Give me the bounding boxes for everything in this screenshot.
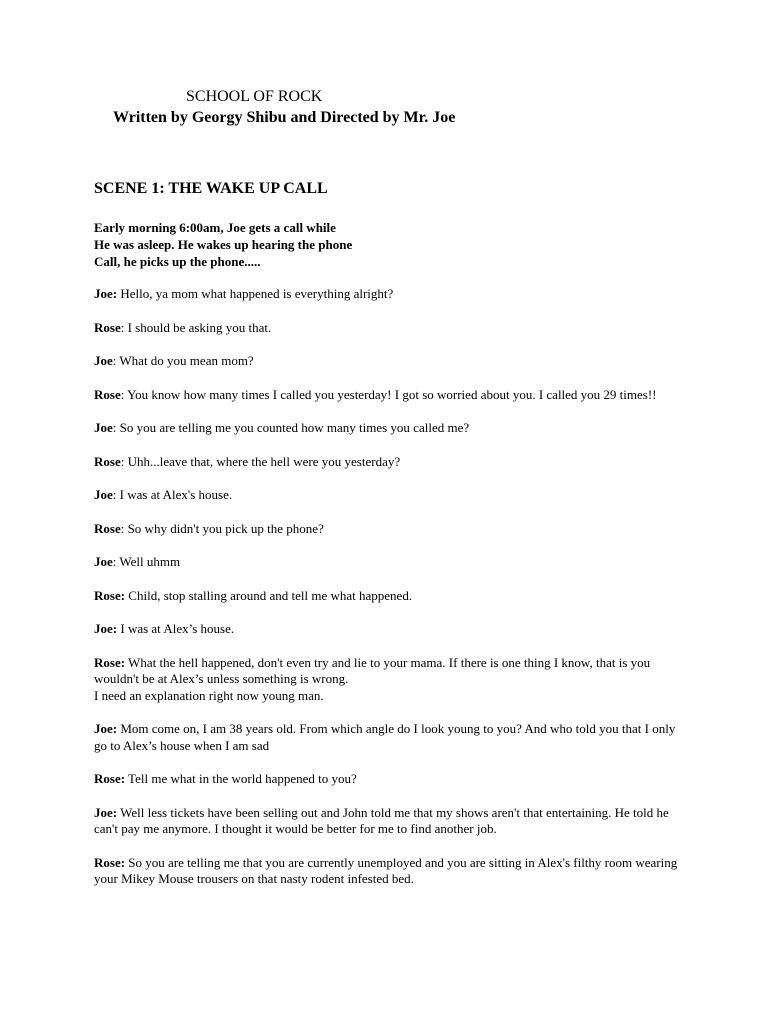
speaker-name: Joe (94, 554, 113, 569)
dialogue-line (94, 286, 684, 303)
speaker-name: Joe: (94, 621, 118, 636)
speaker-name: Rose: (94, 854, 126, 870)
dialogue-line (94, 353, 684, 370)
speech-text-continued: I need an explanation right now young man. (94, 687, 324, 703)
dialogue-line (94, 521, 684, 538)
dialogue-line (94, 420, 684, 437)
stage-direction-line: He was asleep. He wakes up hearing the phone (94, 237, 353, 252)
dialogue-line (94, 855, 684, 888)
dialogue-line (94, 621, 684, 638)
speech-text: What the hell happened, don't even try and lie to your mama. If there is one thing I know, that is you wouldn't be at Alex’s unless something is wrong. (94, 654, 651, 686)
speech-text: : You know how many times I called you yesterday! I got so worried about you. I called you 29 times!! (120, 386, 657, 402)
speaker-name: Rose (94, 319, 121, 335)
speech-text: Hello, ya mom what happened is everything alright? (117, 286, 394, 301)
speaker-name: Joe (94, 487, 113, 502)
speaker-name: Joe: (94, 804, 118, 820)
dialogue-line (94, 588, 684, 605)
dialogue-line (94, 554, 684, 571)
stage-direction (94, 219, 352, 270)
speaker-name: Rose (94, 520, 121, 536)
speech-text: : I was at Alex's house. (112, 487, 233, 502)
speech-text: : So why didn't you pick up the phone? (120, 520, 324, 536)
dialogue-line (94, 771, 684, 788)
speaker-name: Joe: (94, 721, 118, 736)
speech-text: Child, stop stalling around and tell me what happened. (125, 587, 413, 603)
dialogue-line (94, 487, 684, 504)
speaker-name: Rose (94, 386, 121, 402)
dialogue-line (94, 320, 684, 337)
speech-text: Mom come on, I am 38 years old. From which angle do I look young to you? And who told you that I only go to Alex’s house when I am sad (94, 721, 676, 753)
document-credits: Written by Georgy Shibu and Directed by Mr. Joe (113, 109, 456, 126)
speaker-name: Rose: (94, 771, 126, 786)
speech-text: Well less tickets have been selling out and John told me that my shows aren't that entertaining. He told he can't pay me anymore. I thought it would be better for me to find another job. (94, 804, 669, 836)
speech-text: I was at Alex’s house. (117, 621, 235, 636)
speech-text: : So you are telling me you counted how many times you called me? (112, 420, 470, 435)
speaker-name: Rose: (94, 654, 126, 670)
stage-direction-line: Call, he picks up the phone..... (94, 254, 261, 269)
scene-heading: SCENE 1: THE WAKE UP CALL (94, 180, 328, 197)
stage-direction-line: Early morning 6:00am, Joe gets a call while (94, 220, 336, 235)
speaker-name: Rose (94, 453, 121, 469)
dialogue-line (94, 805, 684, 838)
dialogue-line (94, 387, 684, 404)
dialogue-line (94, 454, 684, 471)
speaker-name: Rose: (94, 587, 126, 603)
document-title: SCHOOL OF ROCK (186, 88, 323, 105)
speech-text: : I should be asking you that. (120, 319, 272, 335)
speech-text: Tell me what in the world happened to you? (125, 771, 357, 786)
speaker-name: Joe (94, 353, 113, 368)
speech-text: : Uhh...leave that, where the hell were you yesterday? (120, 453, 401, 469)
dialogue-line (94, 655, 684, 705)
speech-text: So you are telling me that you are currently unemployed and you are sitting in Alex's filthy room wearing your Mikey Mouse trousers on that nasty rodent infested bed. (94, 854, 678, 886)
dialogue-line (94, 721, 684, 754)
speech-text: : What do you mean mom? (112, 353, 254, 368)
speech-text: : Well uhmm (112, 554, 181, 569)
dialogue-list (94, 286, 684, 905)
speaker-name: Joe: (94, 286, 118, 301)
speaker-name: Joe (94, 420, 113, 435)
